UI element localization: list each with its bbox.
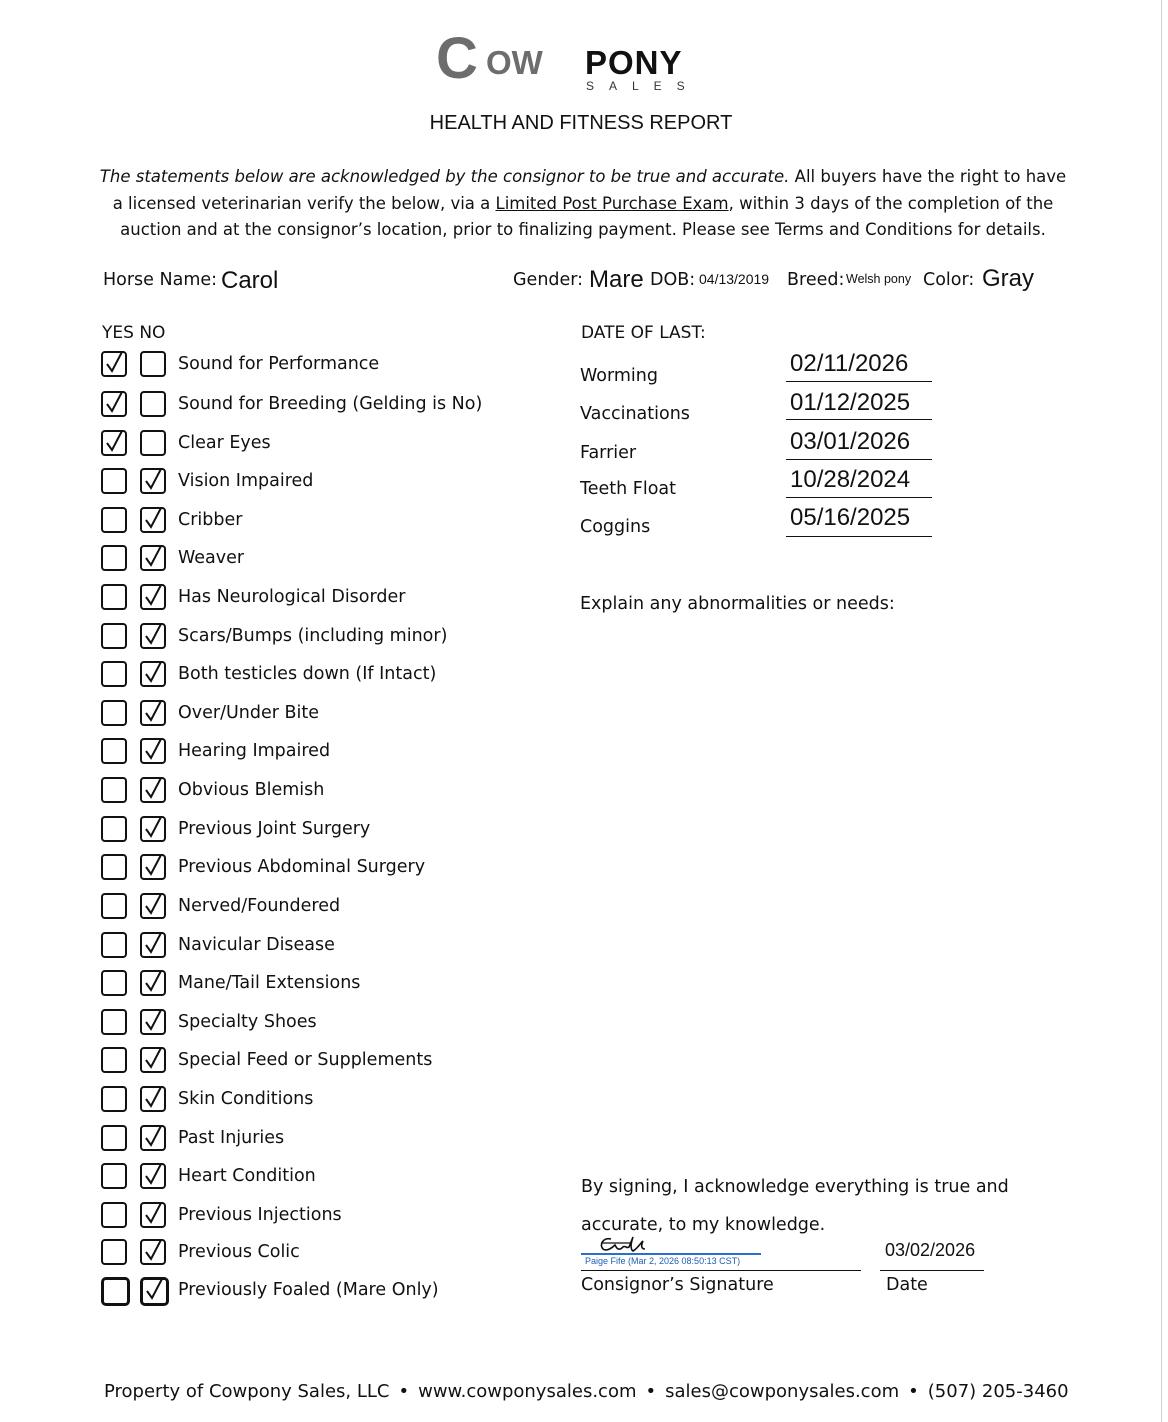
checkmark-icon bbox=[143, 932, 165, 956]
date-of-last-underline bbox=[786, 419, 932, 420]
date-of-last-underline bbox=[786, 459, 932, 460]
intro-italic: The statements below are acknowledged by the consignor to be true and accurate. bbox=[99, 167, 790, 186]
no-checkbox[interactable] bbox=[140, 1009, 166, 1035]
checklist-label: Clear Eyes bbox=[178, 433, 271, 453]
checkmark-icon bbox=[143, 1086, 165, 1110]
no-checkbox[interactable] bbox=[140, 854, 166, 880]
checklist-label: Obvious Blemish bbox=[178, 780, 325, 800]
intro-paragraph bbox=[96, 164, 1070, 244]
acknowledgement-text: By signing, I acknowledge everything is true and accurate, to my knowledge. bbox=[581, 1177, 1009, 1235]
no-checkbox[interactable] bbox=[140, 970, 166, 996]
no-checkbox[interactable] bbox=[140, 738, 166, 764]
no-checkbox[interactable] bbox=[140, 351, 166, 377]
yes-checkbox[interactable] bbox=[101, 430, 127, 456]
checkmark-icon bbox=[104, 351, 126, 375]
no-checkbox[interactable] bbox=[140, 1202, 166, 1228]
page-title: HEALTH AND FITNESS REPORT bbox=[429, 112, 733, 134]
no-checkbox[interactable] bbox=[140, 391, 166, 417]
footer-separator: • bbox=[908, 1381, 919, 1402]
date-of-last-value[interactable]: 05/16/2025 bbox=[790, 504, 911, 531]
checkmark-icon bbox=[143, 545, 165, 569]
checklist-label: Has Neurological Disorder bbox=[178, 587, 406, 607]
checklist-label: Special Feed or Supplements bbox=[178, 1050, 433, 1070]
date-of-last-title: DATE OF LAST: bbox=[581, 323, 706, 343]
breed-value[interactable]: Welsh pony bbox=[846, 272, 912, 286]
yes-checkbox[interactable] bbox=[101, 545, 127, 571]
yes-checkbox[interactable] bbox=[101, 1277, 130, 1306]
checkmark-icon bbox=[143, 854, 165, 878]
checkmark-icon bbox=[143, 1125, 165, 1149]
no-checkbox[interactable] bbox=[140, 1086, 166, 1112]
footer-separator: • bbox=[645, 1381, 657, 1402]
no-checkbox[interactable] bbox=[140, 1125, 166, 1151]
yes-checkbox[interactable] bbox=[101, 1047, 127, 1073]
yes-checkbox[interactable] bbox=[101, 623, 127, 649]
yes-checkbox[interactable] bbox=[101, 1086, 127, 1112]
checkmark-icon bbox=[143, 1009, 165, 1033]
checklist-label: Cribber bbox=[178, 510, 243, 530]
logo-ow: OW bbox=[486, 44, 543, 81]
date-of-last-label: Teeth Float bbox=[580, 479, 676, 499]
checkmark-icon bbox=[143, 893, 165, 917]
checklist-label: Weaver bbox=[178, 548, 245, 568]
date-caption: Date bbox=[886, 1275, 928, 1295]
no-checkbox[interactable] bbox=[140, 661, 166, 687]
no-checkbox[interactable] bbox=[140, 1239, 166, 1265]
yes-checkbox[interactable] bbox=[101, 661, 127, 687]
checkmark-icon bbox=[104, 391, 126, 415]
date-of-last-underline bbox=[786, 536, 932, 537]
color-value[interactable]: Gray bbox=[982, 265, 1035, 292]
yes-checkbox[interactable] bbox=[101, 1239, 127, 1265]
footer-email[interactable]: sales@cowponysales.com bbox=[665, 1381, 900, 1402]
no-checkbox[interactable] bbox=[140, 1163, 166, 1189]
date-line bbox=[880, 1270, 984, 1271]
no-checkbox[interactable] bbox=[140, 623, 166, 649]
yes-checkbox[interactable] bbox=[101, 893, 127, 919]
no-checkbox[interactable] bbox=[140, 584, 166, 610]
limited-exam-link[interactable]: Limited Post Purchase Exam bbox=[495, 193, 729, 213]
checklist-label: Scars/Bumps (including minor) bbox=[178, 626, 448, 646]
logo-c: C bbox=[436, 26, 477, 91]
footer-separator: • bbox=[398, 1381, 410, 1402]
signature-meta: Paige Fife (Mar 2, 2026 08:50:13 CST) bbox=[585, 1256, 741, 1266]
logo-pony: PONY bbox=[585, 44, 683, 81]
checkmark-icon bbox=[143, 738, 165, 762]
checklist-label: Heart Condition bbox=[178, 1166, 316, 1186]
no-checkbox[interactable] bbox=[140, 1277, 169, 1306]
yes-checkbox[interactable] bbox=[101, 351, 127, 377]
checkmark-icon bbox=[143, 623, 165, 647]
checkmark-icon bbox=[143, 777, 165, 801]
date-of-last-label: Vaccinations bbox=[580, 404, 690, 424]
yes-checkbox[interactable] bbox=[101, 1009, 127, 1035]
date-of-last-underline bbox=[786, 497, 932, 498]
date-of-last-label: Worming bbox=[580, 366, 658, 386]
no-checkbox[interactable] bbox=[140, 507, 166, 533]
no-checkbox[interactable] bbox=[140, 893, 166, 919]
checklist-label: Previous Injections bbox=[178, 1205, 342, 1225]
yes-checkbox[interactable] bbox=[101, 777, 127, 803]
signature-date-value[interactable]: 03/02/2026 bbox=[885, 1240, 976, 1260]
explain-label: Explain any abnormalities or needs: bbox=[580, 594, 895, 614]
no-checkbox[interactable] bbox=[140, 816, 166, 842]
checklist-label: Over/Under Bite bbox=[178, 703, 320, 723]
date-of-last-underline bbox=[786, 381, 932, 382]
footer bbox=[104, 1381, 1069, 1402]
checklist-label: Both testicles down (If Intact) bbox=[178, 664, 437, 684]
yes-checkbox[interactable] bbox=[101, 468, 127, 494]
yes-checkbox[interactable] bbox=[101, 507, 127, 533]
breed-label: Breed: bbox=[787, 270, 845, 290]
yes-checkbox[interactable] bbox=[101, 700, 127, 726]
checklist-label: Previously Foaled (Mare Only) bbox=[178, 1280, 439, 1300]
checkmark-icon bbox=[143, 507, 165, 531]
checkmark-icon bbox=[104, 430, 126, 454]
checklist-label: Previous Abdominal Surgery bbox=[178, 857, 426, 877]
no-checkbox[interactable] bbox=[140, 430, 166, 456]
dob-value[interactable]: 04/13/2019 bbox=[699, 271, 770, 287]
page-edge bbox=[1161, 0, 1162, 1422]
no-checkbox[interactable] bbox=[140, 932, 166, 958]
checklist-label: Mane/Tail Extensions bbox=[178, 973, 361, 993]
date-of-last-value[interactable]: 01/12/2025 bbox=[790, 389, 911, 416]
footer-website[interactable]: www.cowponysales.com bbox=[418, 1381, 637, 1402]
yes-checkbox[interactable] bbox=[101, 391, 127, 417]
checklist-label: Navicular Disease bbox=[178, 935, 335, 955]
yes-checkbox[interactable] bbox=[101, 738, 127, 764]
no-checkbox[interactable] bbox=[140, 777, 166, 803]
gender-label: Gender: bbox=[513, 270, 584, 290]
signature-line bbox=[581, 1270, 861, 1271]
cowpony-logo bbox=[436, 26, 736, 96]
checkmark-icon bbox=[144, 1278, 166, 1302]
horse-name-label: Horse Name: bbox=[103, 270, 218, 290]
footer-company: Property of Cowpony Sales, LLC bbox=[104, 1381, 390, 1402]
gender-value[interactable]: Mare bbox=[589, 266, 644, 293]
horse-name-value[interactable]: Carol bbox=[221, 267, 279, 294]
intro-part1: All buyers have the right to have a licensed veterinarian verify the below, via a bbox=[112, 167, 1067, 213]
checkmark-icon bbox=[143, 700, 165, 724]
checklist-label: Sound for Performance bbox=[178, 354, 380, 374]
footer-phone[interactable]: (507) 205-3460 bbox=[927, 1381, 1069, 1402]
date-of-last-label: Farrier bbox=[580, 443, 637, 463]
checkmark-icon bbox=[143, 970, 165, 994]
checkmark-icon bbox=[143, 584, 165, 608]
color-label: Color: bbox=[923, 270, 975, 290]
yes-checkbox[interactable] bbox=[101, 1163, 127, 1189]
yes-no-header: YES NO bbox=[102, 323, 166, 343]
checklist-label: Previous Colic bbox=[178, 1242, 300, 1262]
checkmark-icon bbox=[143, 1239, 165, 1263]
no-checkbox[interactable] bbox=[140, 1047, 166, 1073]
intro-part2: , within 3 days of the completion of the auction and at the consignor’s location, prior to finalizing payment. Please see Terms and Conditions for details. bbox=[120, 193, 1054, 239]
signature-caption: Consignor’s Signature bbox=[581, 1275, 774, 1295]
yes-checkbox[interactable] bbox=[101, 816, 127, 842]
yes-checkbox[interactable] bbox=[101, 854, 127, 880]
checklist-label: Past Injuries bbox=[178, 1128, 285, 1148]
no-checkbox[interactable] bbox=[140, 468, 166, 494]
date-of-last-value[interactable]: 03/01/2026 bbox=[790, 428, 911, 455]
checkmark-icon bbox=[143, 1163, 165, 1187]
date-of-last-label: Coggins bbox=[580, 517, 651, 537]
yes-checkbox[interactable] bbox=[101, 970, 127, 996]
signature-blue-underline bbox=[581, 1253, 761, 1255]
checkmark-icon bbox=[143, 816, 165, 840]
checklist-label: Skin Conditions bbox=[178, 1089, 314, 1109]
yes-checkbox[interactable] bbox=[101, 584, 127, 610]
checkmark-icon bbox=[143, 661, 165, 685]
checkmark-icon bbox=[143, 1202, 165, 1226]
checklist-label: Sound for Breeding (Gelding is No) bbox=[178, 394, 483, 414]
checklist-label: Specialty Shoes bbox=[178, 1012, 317, 1032]
no-checkbox[interactable] bbox=[140, 545, 166, 571]
checklist-label: Previous Joint Surgery bbox=[178, 819, 371, 839]
checklist-label: Hearing Impaired bbox=[178, 741, 331, 761]
checkmark-icon bbox=[143, 1047, 165, 1071]
checkmark-icon bbox=[143, 468, 165, 492]
checklist-label: Nerved/Foundered bbox=[178, 896, 341, 916]
date-of-last-value[interactable]: 10/28/2024 bbox=[790, 466, 911, 493]
no-checkbox[interactable] bbox=[140, 700, 166, 726]
checklist-label: Vision Impaired bbox=[178, 471, 314, 491]
yes-checkbox[interactable] bbox=[101, 1125, 127, 1151]
logo-sales: SALES bbox=[586, 79, 700, 93]
dob-label: DOB: bbox=[650, 270, 696, 290]
date-of-last-value[interactable]: 02/11/2026 bbox=[790, 350, 909, 377]
yes-checkbox[interactable] bbox=[101, 1202, 127, 1228]
yes-checkbox[interactable] bbox=[101, 932, 127, 958]
